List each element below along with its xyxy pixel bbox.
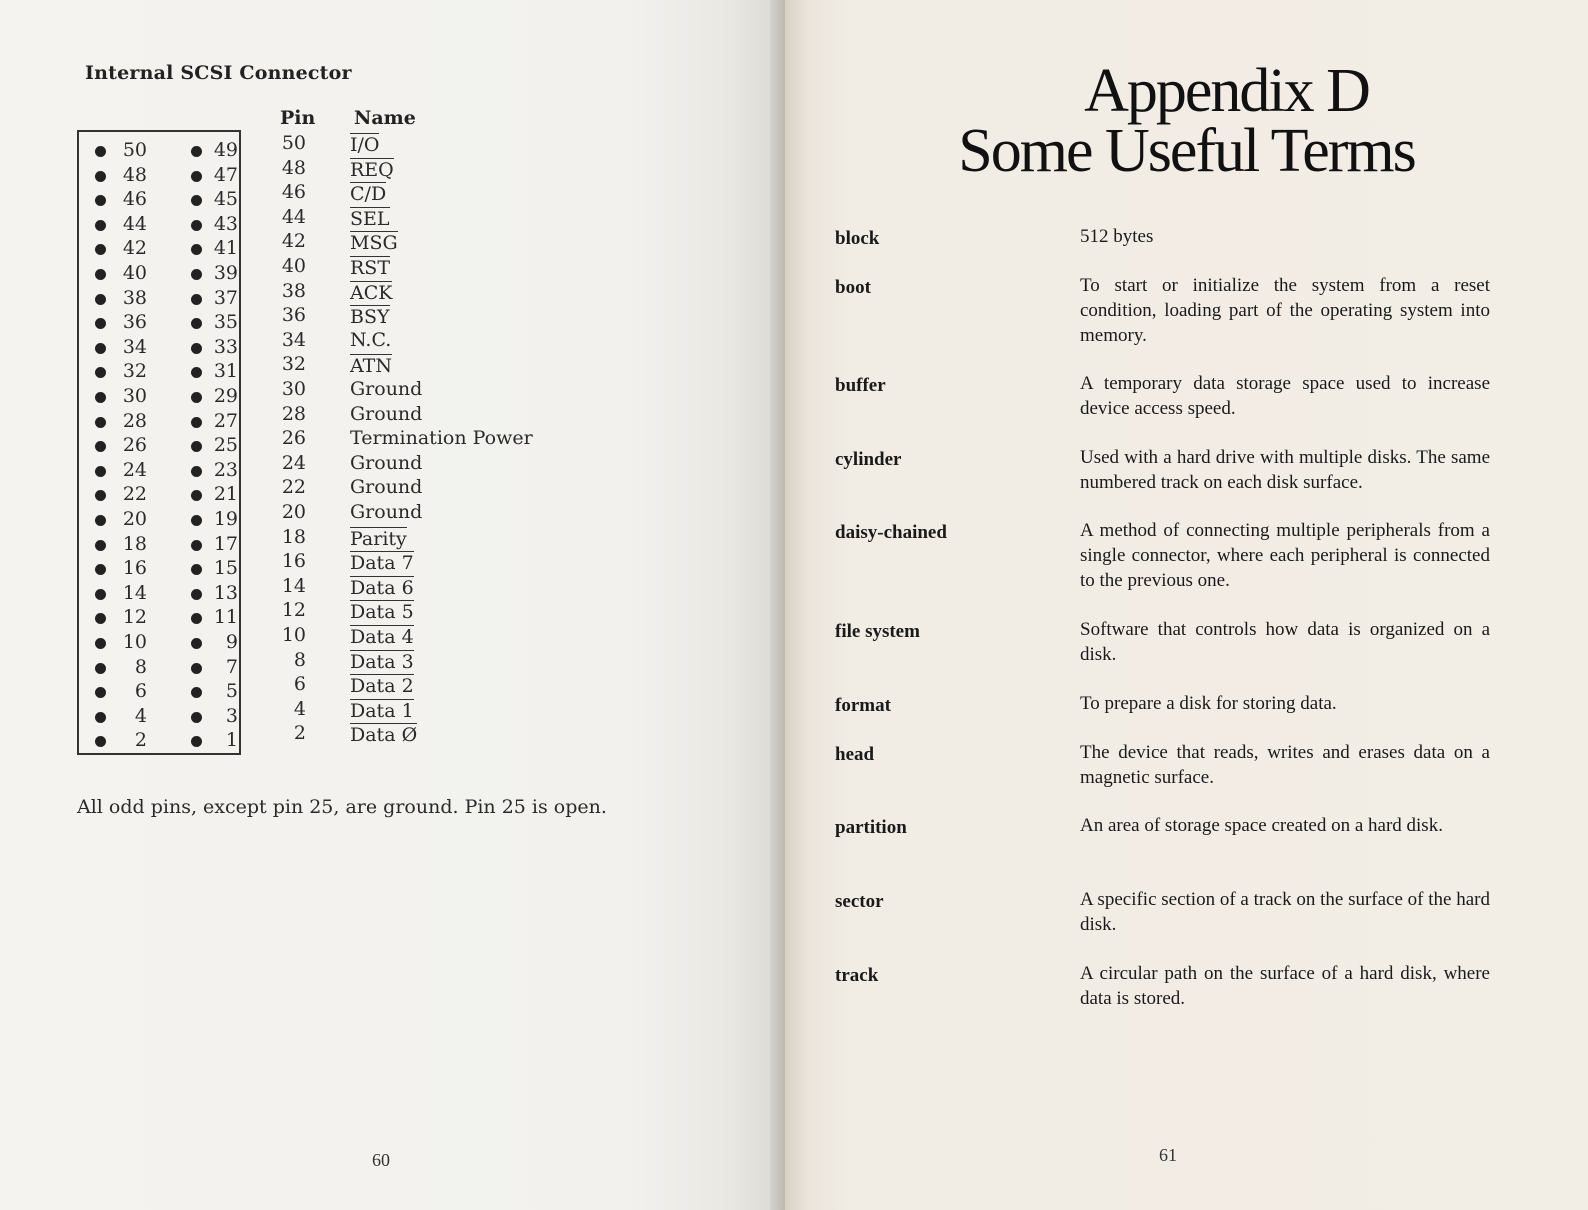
pin-dot <box>191 613 202 624</box>
odd-pin-number: 15 <box>213 557 238 580</box>
pin-dot <box>191 589 202 600</box>
glossary-term: buffer <box>835 375 886 396</box>
connector-row <box>79 605 243 629</box>
pin-dot <box>95 195 106 206</box>
glossary-definition: To prepare a disk for storing data. <box>1080 693 1337 714</box>
signal-name: Data 7 <box>350 552 414 575</box>
connector-row <box>79 433 243 457</box>
pin-dot <box>95 638 106 649</box>
signal-name: SEL <box>350 207 390 230</box>
signal-name: Data 1 <box>350 699 414 722</box>
signal-pin: 24 <box>281 451 306 474</box>
even-pin-number: 26 <box>122 434 147 457</box>
even-pin-number: 2 <box>134 729 147 752</box>
signal-pin: 10 <box>281 624 306 646</box>
glossary-term: boot <box>835 277 871 298</box>
even-pin-number: 18 <box>122 532 147 555</box>
pin-dot <box>95 466 106 477</box>
name-column-header: Name <box>354 107 416 129</box>
pin-dot <box>191 564 202 575</box>
pin-dot <box>95 490 106 501</box>
connector-row <box>79 261 243 285</box>
pin-dot <box>95 146 106 157</box>
connector-row <box>79 679 243 703</box>
pin-dot <box>191 244 202 255</box>
pin-dot <box>95 613 106 624</box>
signal-pin: 30 <box>281 378 306 400</box>
pin-column-header: Pin <box>280 107 316 129</box>
glossary-term: format <box>835 695 891 716</box>
even-pin-number: 40 <box>122 262 147 284</box>
connector-pin-diagram <box>77 130 241 755</box>
connector-row <box>79 409 243 433</box>
glossary-definition: A method of connecting multiple peripherals from a single connector, where each peripheral is connected to the previous one. <box>1080 520 1490 591</box>
signal-name: Ground <box>350 402 423 425</box>
section-title: Internal SCSI Connector <box>85 62 352 84</box>
signal-name: Data 2 <box>350 675 414 698</box>
signal-pin: 44 <box>281 205 306 228</box>
even-pin-number: 30 <box>122 385 147 407</box>
signal-name: Ground <box>350 451 423 474</box>
glossary-definition: A temporary data storage space used to increase device access speed. <box>1080 373 1490 419</box>
pin-dot <box>191 220 202 231</box>
signal-name: Ground <box>350 378 423 400</box>
connector-row <box>79 728 243 752</box>
signal-pin: 2 <box>293 722 306 745</box>
signal-name: ACK <box>350 281 393 304</box>
odd-pin-number: 49 <box>213 139 238 161</box>
pin-dot <box>191 195 202 206</box>
signal-name: REQ <box>350 158 394 181</box>
pin-dot <box>191 490 202 501</box>
signal-name: Data 3 <box>350 650 414 673</box>
pin-dot <box>95 171 106 182</box>
pin-dot <box>191 417 202 428</box>
pin-dot <box>95 589 106 600</box>
pin-dot <box>191 343 202 354</box>
pin-dot <box>191 294 202 305</box>
signal-pin: 48 <box>281 156 306 179</box>
glossary-term: file system <box>835 621 920 642</box>
odd-pin-number: 41 <box>213 237 238 260</box>
signal-pin: 22 <box>281 476 306 499</box>
connector-row <box>79 187 243 211</box>
odd-pin-number: 17 <box>213 532 238 555</box>
pin-dot <box>191 515 202 526</box>
even-pin-number: 38 <box>122 286 147 309</box>
pin-dot <box>95 564 106 575</box>
pin-dot <box>95 540 106 551</box>
pin-dot <box>95 441 106 452</box>
pin-dot <box>95 515 106 526</box>
pin-dot <box>191 663 202 674</box>
odd-pin-number: 11 <box>213 606 238 629</box>
pin-dot <box>95 663 106 674</box>
glossary-definition: A specific section of a track on the surface of the hard disk. <box>1080 889 1490 935</box>
pin-dot <box>95 220 106 231</box>
signal-pin: 42 <box>281 230 306 253</box>
signal-name: Data 4 <box>350 626 414 648</box>
signal-pin: 32 <box>281 353 306 376</box>
even-pin-number: 8 <box>134 655 147 678</box>
signal-name: Ground <box>350 476 423 499</box>
signal-pin: 26 <box>281 427 306 450</box>
even-pin-number: 36 <box>122 311 147 334</box>
glossary-term: daisy-chained <box>835 522 947 543</box>
pin-dot <box>191 146 202 157</box>
pin-dot <box>95 687 106 698</box>
odd-pin-number: 23 <box>213 458 238 481</box>
odd-pin-number: 21 <box>213 483 238 506</box>
even-pin-number: 28 <box>122 409 147 432</box>
glossary-definition: The device that reads, writes and erases data on a magnetic surface. <box>1080 742 1490 788</box>
pin-dot <box>95 367 106 378</box>
odd-pin-number: 9 <box>225 631 238 653</box>
even-pin-number: 44 <box>122 212 147 235</box>
odd-pin-number: 31 <box>213 360 238 383</box>
signal-name: MSG <box>350 232 398 255</box>
pin-dot <box>95 294 106 305</box>
signal-pin: 40 <box>281 255 306 277</box>
signal-name: ATN <box>350 355 392 378</box>
pin-dot <box>95 712 106 723</box>
pin-dot <box>95 269 106 280</box>
glossary-term: track <box>835 965 879 986</box>
signal-pin: 34 <box>281 328 306 351</box>
glossary-definition: Used with a hard drive with multiple disks. The same numbered track on each disk surface. <box>1080 447 1490 493</box>
pin-dot <box>95 318 106 329</box>
odd-pin-number: 3 <box>225 704 238 727</box>
even-pin-number: 22 <box>122 483 147 506</box>
signal-name: Ground <box>350 501 423 523</box>
connector-row <box>79 384 243 408</box>
glossary-term: head <box>835 744 875 765</box>
signal-pin: 8 <box>293 648 306 671</box>
signal-name: Parity <box>350 527 407 550</box>
even-pin-number: 46 <box>122 188 147 211</box>
page-number-left: 60 <box>372 1150 390 1170</box>
pin-dot <box>191 466 202 477</box>
glossary-definition: Software that controls how data is organized on a disk. <box>1080 619 1490 665</box>
even-pin-number: 42 <box>122 237 147 260</box>
signal-pin: 12 <box>281 599 306 622</box>
pin-dot <box>191 367 202 378</box>
connector-row <box>79 310 243 334</box>
even-pin-number: 20 <box>122 508 147 530</box>
signal-pin: 28 <box>281 402 306 425</box>
signal-name: N.C. <box>350 328 392 351</box>
connector-row <box>79 335 243 359</box>
odd-pin-number: 27 <box>213 409 238 432</box>
pin-dot <box>191 687 202 698</box>
pin-dot <box>95 736 106 747</box>
signal-name: BSY <box>350 306 390 329</box>
signal-pin: 50 <box>281 132 306 154</box>
signal-name: Data Ø <box>350 724 418 747</box>
glossary-term: sector <box>835 891 884 912</box>
connector-row <box>79 507 243 531</box>
even-pin-number: 4 <box>134 704 147 727</box>
signal-name: Data 6 <box>350 576 414 599</box>
signal-pin: 14 <box>281 574 306 597</box>
right-page <box>785 0 1588 1210</box>
odd-pin-number: 25 <box>213 434 238 457</box>
connector-row <box>79 556 243 580</box>
pin-dot <box>95 343 106 354</box>
odd-pin-number: 7 <box>225 655 238 678</box>
connector-row <box>79 581 243 605</box>
signal-pin: 6 <box>293 673 306 696</box>
connector-row <box>79 163 243 187</box>
page-number-right: 61 <box>1159 1145 1177 1165</box>
signal-name: C/D <box>350 183 387 206</box>
connector-row <box>79 482 243 506</box>
even-pin-number: 6 <box>134 680 147 703</box>
even-pin-number: 34 <box>122 335 147 358</box>
pin-dot <box>95 244 106 255</box>
odd-pin-number: 33 <box>213 335 238 358</box>
left-page <box>0 0 785 1210</box>
odd-pin-number: 35 <box>213 311 238 334</box>
pin-dot <box>95 417 106 428</box>
connector-row <box>79 212 243 236</box>
glossary-definition: To start or initialize the system from a reset condition, loading part of the operating system into memory. <box>1080 275 1490 346</box>
signal-pin: 16 <box>281 550 306 573</box>
pin-dot <box>191 318 202 329</box>
odd-pin-number: 45 <box>213 188 238 211</box>
appendix-title: Appendix D <box>1084 57 1369 125</box>
signal-name: Termination Power <box>350 427 533 450</box>
connector-row <box>79 704 243 728</box>
connector-row <box>79 630 243 654</box>
connector-row <box>79 236 243 260</box>
glossary-definition: An area of storage space created on a hard disk. <box>1080 815 1443 836</box>
odd-pin-number: 37 <box>213 286 238 309</box>
odd-pin-number: 47 <box>213 163 238 186</box>
odd-pin-number: 13 <box>213 581 238 604</box>
pin-dot <box>191 736 202 747</box>
connector-row <box>79 655 243 679</box>
pin-dot <box>191 638 202 649</box>
even-pin-number: 32 <box>122 360 147 383</box>
signal-pin: 4 <box>293 697 306 720</box>
pin-dot <box>191 540 202 551</box>
pin-dot <box>95 392 106 403</box>
signal-name: I/O <box>350 134 380 156</box>
even-pin-number: 48 <box>122 163 147 186</box>
signal-pin: 36 <box>281 304 306 327</box>
odd-pin-number: 29 <box>213 385 238 407</box>
signal-pin: 18 <box>281 525 306 548</box>
glossary-definition: A circular path on the surface of a hard disk, where data is stored. <box>1080 963 1490 1009</box>
signal-name: RST <box>350 257 390 279</box>
appendix-subtitle: Some Useful Terms <box>958 117 1415 185</box>
connector-row <box>79 286 243 310</box>
glossary-term: block <box>835 228 880 249</box>
pin-dot <box>191 171 202 182</box>
pin-dot <box>191 441 202 452</box>
pin-dot <box>191 392 202 403</box>
pin-dot <box>191 269 202 280</box>
connector-row <box>79 359 243 383</box>
connector-row <box>79 138 243 162</box>
even-pin-number: 24 <box>122 458 147 481</box>
signal-pin: 38 <box>281 279 306 302</box>
even-pin-number: 50 <box>122 139 147 161</box>
connector-row <box>79 532 243 556</box>
signal-pin: 20 <box>281 501 306 523</box>
footnote: All odd pins, except pin 25, are ground. Pin 25 is open. <box>77 796 607 818</box>
odd-pin-number: 5 <box>225 680 238 703</box>
odd-pin-number: 39 <box>213 262 238 284</box>
connector-row <box>79 458 243 482</box>
odd-pin-number: 19 <box>213 508 238 530</box>
signal-pin: 46 <box>281 181 306 204</box>
even-pin-number: 10 <box>122 631 147 653</box>
glossary-term: partition <box>835 817 907 838</box>
even-pin-number: 16 <box>122 557 147 580</box>
glossary-definition: 512 bytes <box>1080 226 1154 247</box>
even-pin-number: 14 <box>122 581 147 604</box>
glossary-term: cylinder <box>835 449 902 470</box>
pin-dot <box>191 712 202 723</box>
odd-pin-number: 1 <box>225 729 238 752</box>
signal-name: Data 5 <box>350 601 414 624</box>
odd-pin-number: 43 <box>213 212 238 235</box>
even-pin-number: 12 <box>122 606 147 629</box>
